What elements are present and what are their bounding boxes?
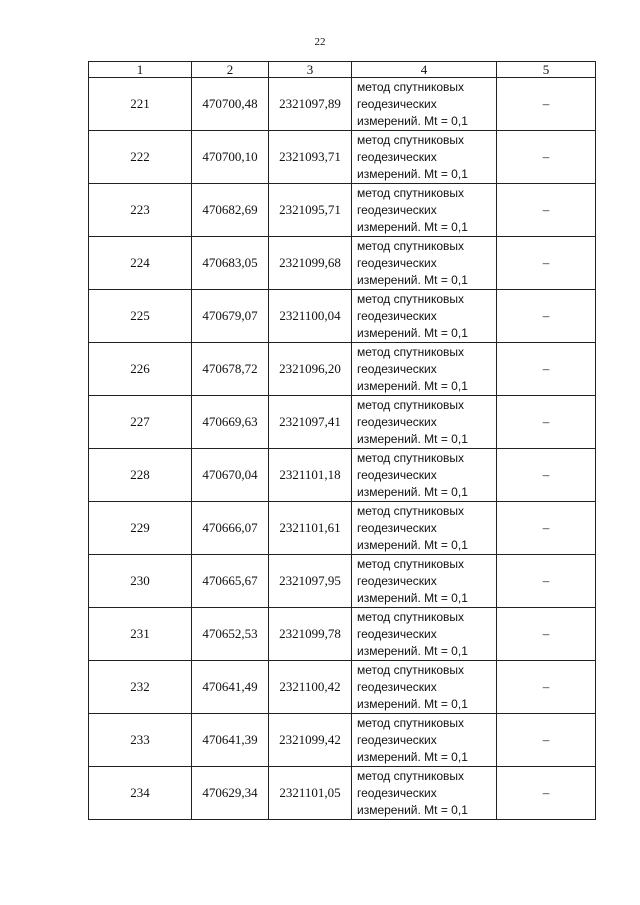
point-number-cell: 233 <box>89 714 192 767</box>
x-coordinate-cell: 470669,63 <box>192 396 269 449</box>
x-coordinate-cell: 470679,07 <box>192 290 269 343</box>
table-row <box>89 767 596 820</box>
method-line: измерений. Mt = 0,1 <box>357 749 468 764</box>
y-coordinate-cell: 2321099,42 <box>269 714 352 767</box>
y-coordinate-cell: 2321097,89 <box>269 78 352 131</box>
point-number-cell: 227 <box>89 396 192 449</box>
column-header: 3 <box>269 62 352 78</box>
method-line: геодезических <box>357 732 437 747</box>
method-line: метод спутниковых <box>357 609 465 624</box>
y-coordinate-cell: 2321100,04 <box>269 290 352 343</box>
note-cell: – <box>497 661 596 714</box>
method-line: геодезических <box>357 308 437 323</box>
note-cell: – <box>497 290 596 343</box>
x-coordinate-cell: 470700,48 <box>192 78 269 131</box>
method-line: метод спутниковых <box>357 132 465 147</box>
method-line: измерений. Mt = 0,1 <box>357 272 468 287</box>
point-number-cell: 226 <box>89 343 192 396</box>
y-coordinate-cell: 2321093,71 <box>269 131 352 184</box>
table-row <box>89 714 596 767</box>
method-line: геодезических <box>357 626 437 641</box>
method-line: измерений. Mt = 0,1 <box>357 325 468 340</box>
method-cell <box>352 290 497 343</box>
y-coordinate-cell: 2321095,71 <box>269 184 352 237</box>
method-line: геодезических <box>357 202 437 217</box>
column-header: 4 <box>352 62 497 78</box>
method-cell <box>352 555 497 608</box>
method-line: измерений. Mt = 0,1 <box>357 166 468 181</box>
note-cell: – <box>497 502 596 555</box>
point-number-cell: 229 <box>89 502 192 555</box>
point-number-cell: 234 <box>89 767 192 820</box>
method-line: метод спутниковых <box>357 768 465 783</box>
method-cell <box>352 237 497 290</box>
page-number: 22 <box>314 36 326 48</box>
method-line: измерений. Mt = 0,1 <box>357 378 468 393</box>
method-cell <box>352 502 497 555</box>
method-line: измерений. Mt = 0,1 <box>357 219 468 234</box>
table-header-row <box>89 62 596 78</box>
note-cell: – <box>497 608 596 661</box>
method-line: метод спутниковых <box>357 662 465 677</box>
method-cell <box>352 343 497 396</box>
note-cell: – <box>497 555 596 608</box>
point-number-cell: 221 <box>89 78 192 131</box>
table-row <box>89 555 596 608</box>
table-row <box>89 184 596 237</box>
coordinates-table <box>88 61 596 820</box>
method-line: метод спутниковых <box>357 185 465 200</box>
method-line: измерений. Mt = 0,1 <box>357 643 468 658</box>
table-row <box>89 396 596 449</box>
method-line: метод спутниковых <box>357 291 465 306</box>
y-coordinate-cell: 2321099,68 <box>269 237 352 290</box>
table-row <box>89 661 596 714</box>
method-line: геодезических <box>357 573 437 588</box>
method-cell <box>352 78 497 131</box>
y-coordinate-cell: 2321101,61 <box>269 502 352 555</box>
note-cell: – <box>497 449 596 502</box>
method-cell <box>352 661 497 714</box>
point-number-cell: 232 <box>89 661 192 714</box>
method-line: измерений. Mt = 0,1 <box>357 590 468 605</box>
table-row <box>89 343 596 396</box>
x-coordinate-cell: 470683,05 <box>192 237 269 290</box>
table-row <box>89 449 596 502</box>
method-line: метод спутниковых <box>357 397 465 412</box>
method-line: измерений. Mt = 0,1 <box>357 484 468 499</box>
note-cell: – <box>497 767 596 820</box>
table-row <box>89 502 596 555</box>
x-coordinate-cell: 470641,49 <box>192 661 269 714</box>
point-number-cell: 224 <box>89 237 192 290</box>
method-line: геодезических <box>357 96 437 111</box>
method-line: метод спутниковых <box>357 503 465 518</box>
column-header: 5 <box>497 62 596 78</box>
method-cell <box>352 131 497 184</box>
table-row <box>89 608 596 661</box>
x-coordinate-cell: 470700,10 <box>192 131 269 184</box>
method-line: метод спутниковых <box>357 450 465 465</box>
table-row <box>89 290 596 343</box>
note-cell: – <box>497 714 596 767</box>
point-number-cell: 231 <box>89 608 192 661</box>
method-line: измерений. Mt = 0,1 <box>357 537 468 552</box>
y-coordinate-cell: 2321097,95 <box>269 555 352 608</box>
method-line: измерений. Mt = 0,1 <box>357 696 468 711</box>
method-line: геодезических <box>357 679 437 694</box>
y-coordinate-cell: 2321101,05 <box>269 767 352 820</box>
note-cell: – <box>497 237 596 290</box>
method-line: геодезических <box>357 467 437 482</box>
x-coordinate-cell: 470652,53 <box>192 608 269 661</box>
method-cell <box>352 714 497 767</box>
column-header: 2 <box>192 62 269 78</box>
x-coordinate-cell: 470670,04 <box>192 449 269 502</box>
method-line: геодезических <box>357 520 437 535</box>
y-coordinate-cell: 2321097,41 <box>269 396 352 449</box>
point-number-cell: 225 <box>89 290 192 343</box>
column-header: 1 <box>89 62 192 78</box>
table-row <box>89 78 596 131</box>
point-number-cell: 222 <box>89 131 192 184</box>
y-coordinate-cell: 2321101,18 <box>269 449 352 502</box>
point-number-cell: 223 <box>89 184 192 237</box>
method-line: метод спутниковых <box>357 556 465 571</box>
point-number-cell: 228 <box>89 449 192 502</box>
method-line: измерений. Mt = 0,1 <box>357 802 468 817</box>
method-line: метод спутниковых <box>357 79 465 94</box>
method-cell <box>352 608 497 661</box>
method-cell <box>352 449 497 502</box>
method-line: геодезических <box>357 149 437 164</box>
note-cell: – <box>497 131 596 184</box>
y-coordinate-cell: 2321099,78 <box>269 608 352 661</box>
method-line: геодезических <box>357 785 437 800</box>
method-line: метод спутниковых <box>357 715 465 730</box>
x-coordinate-cell: 470666,07 <box>192 502 269 555</box>
method-line: геодезических <box>357 414 437 429</box>
note-cell: – <box>497 78 596 131</box>
method-cell <box>352 184 497 237</box>
method-line: измерений. Mt = 0,1 <box>357 113 468 128</box>
method-line: измерений. Mt = 0,1 <box>357 431 468 446</box>
method-line: метод спутниковых <box>357 344 465 359</box>
method-cell <box>352 767 497 820</box>
point-number-cell: 230 <box>89 555 192 608</box>
note-cell: – <box>497 343 596 396</box>
note-cell: – <box>497 396 596 449</box>
x-coordinate-cell: 470665,67 <box>192 555 269 608</box>
table-row <box>89 237 596 290</box>
x-coordinate-cell: 470641,39 <box>192 714 269 767</box>
method-line: метод спутниковых <box>357 238 465 253</box>
method-line: геодезических <box>357 255 437 270</box>
x-coordinate-cell: 470678,72 <box>192 343 269 396</box>
method-line: геодезических <box>357 361 437 376</box>
y-coordinate-cell: 2321100,42 <box>269 661 352 714</box>
note-cell: – <box>497 184 596 237</box>
method-cell <box>352 396 497 449</box>
x-coordinate-cell: 470682,69 <box>192 184 269 237</box>
table-row <box>89 131 596 184</box>
x-coordinate-cell: 470629,34 <box>192 767 269 820</box>
y-coordinate-cell: 2321096,20 <box>269 343 352 396</box>
